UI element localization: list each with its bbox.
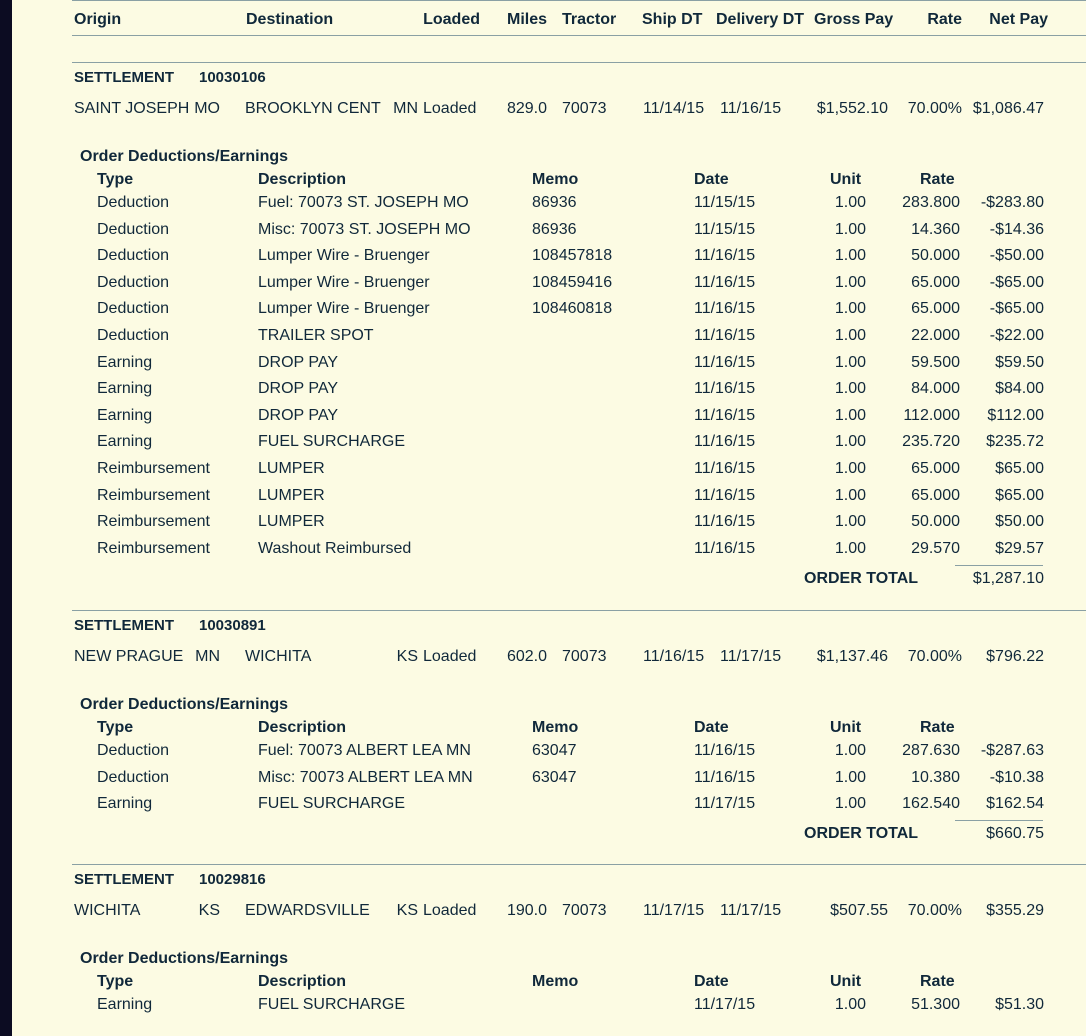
col-rate: Rate xyxy=(927,11,962,28)
item-amount: $162.54 xyxy=(986,795,1044,813)
item-description: FUEL SURCHARGE xyxy=(258,433,405,451)
item-type: Reimbursement xyxy=(97,486,210,504)
item-amount: $59.50 xyxy=(995,353,1044,371)
item-amount: -$283.80 xyxy=(980,194,1044,211)
destination-city: WICHITA xyxy=(245,648,312,665)
item-unit: 1.00 xyxy=(834,247,866,265)
order-total-rule xyxy=(955,820,1043,821)
destination-city: EDWARDSVILLE xyxy=(245,902,370,919)
item-rate: 51.300 xyxy=(911,996,960,1013)
origin-state: MO xyxy=(194,100,220,117)
order-total-value: $660.75 xyxy=(986,825,1044,843)
item-date: 11/16/15 xyxy=(694,327,756,344)
item-type: Deduction xyxy=(97,742,170,759)
item-rate: 84.000 xyxy=(911,380,960,398)
loaded-status: Loaded xyxy=(423,902,477,919)
item-amount: $84.00 xyxy=(995,380,1044,398)
item-rate: 65.000 xyxy=(911,460,960,477)
item-date: 11/16/15 xyxy=(694,406,756,424)
item-unit: 1.00 xyxy=(834,539,866,557)
item-amount: $65.00 xyxy=(995,460,1044,477)
miles-value: 602.0 xyxy=(506,648,547,665)
item-type: Deduction xyxy=(97,194,170,211)
item-memo: 108459416 xyxy=(532,273,613,291)
origin-state: KS xyxy=(198,902,220,919)
item-unit: 1.00 xyxy=(834,433,866,451)
item-unit: 1.00 xyxy=(834,768,866,786)
gross-pay: $1,552.10 xyxy=(816,100,888,117)
item-memo: 108457818 xyxy=(532,247,613,265)
settlement-label: SETTLEMENT xyxy=(74,69,174,86)
item-rate: 22.000 xyxy=(911,327,960,344)
item-rate: 10.380 xyxy=(911,768,960,786)
item-unit: 1.00 xyxy=(834,996,866,1013)
item-description: Lumper Wire - Bruenger xyxy=(258,300,430,318)
item-description: FUEL SURCHARGE xyxy=(258,795,405,813)
item-description: Fuel: 70073 ALBERT LEA MN xyxy=(258,742,471,759)
item-rate: 65.000 xyxy=(911,486,960,504)
item-date: 11/16/15 xyxy=(694,300,756,318)
items-col-type: Type xyxy=(97,171,134,188)
item-type: Deduction xyxy=(97,247,170,265)
items-col-memo: Memo xyxy=(532,719,579,736)
destination-city: BROOKLYN CENT xyxy=(245,100,381,117)
item-amount: $112.00 xyxy=(987,406,1044,424)
items-col-rate: Rate xyxy=(920,973,955,990)
col-net-pay: Net Pay xyxy=(989,11,1048,28)
item-amount: $65.00 xyxy=(995,486,1044,504)
tractor-number: 70073 xyxy=(562,648,607,665)
items-col-unit: Unit xyxy=(830,171,862,188)
item-date: 11/16/15 xyxy=(694,353,756,371)
loaded-status: Loaded xyxy=(423,100,477,117)
pay-rate: 70.00% xyxy=(907,648,962,665)
loaded-status: Loaded xyxy=(423,648,477,665)
item-unit: 1.00 xyxy=(834,380,866,398)
origin-city: WICHITA xyxy=(74,902,141,919)
order-total-rule xyxy=(955,565,1043,566)
item-type: Reimbursement xyxy=(97,539,210,557)
settlement-number: 10030891 xyxy=(199,617,266,634)
item-type: Earning xyxy=(97,795,153,813)
item-amount: $50.00 xyxy=(995,513,1044,531)
delivery-date: 11/17/15 xyxy=(720,902,782,919)
item-description: Misc: 70073 ST. JOSEPH MO xyxy=(258,220,471,238)
header-top-rule xyxy=(72,0,1086,1)
order-total-label: ORDER TOTAL xyxy=(804,825,919,843)
item-amount: -$22.00 xyxy=(989,327,1044,344)
delivery-date: 11/17/15 xyxy=(720,648,782,665)
item-type: Deduction xyxy=(97,327,170,344)
destination-state: KS xyxy=(396,648,418,665)
item-date: 11/16/15 xyxy=(694,433,756,451)
net-pay: $1,086.47 xyxy=(972,100,1044,117)
item-type: Earning xyxy=(97,353,153,371)
item-amount: $235.72 xyxy=(986,433,1044,451)
destination-state: MN xyxy=(393,100,418,117)
gross-pay: $507.55 xyxy=(830,902,888,919)
item-unit: 1.00 xyxy=(834,513,866,531)
order-total-value: $1,287.10 xyxy=(972,569,1044,587)
item-description: Lumper Wire - Bruenger xyxy=(258,273,430,291)
items-col-memo: Memo xyxy=(532,171,579,188)
item-type: Earning xyxy=(97,406,153,424)
items-col-type: Type xyxy=(97,719,134,736)
item-unit: 1.00 xyxy=(834,795,866,813)
item-unit: 1.00 xyxy=(834,300,866,318)
item-amount: -$65.00 xyxy=(989,300,1044,318)
pay-rate: 70.00% xyxy=(907,100,962,117)
item-memo: 63047 xyxy=(532,742,577,759)
item-date: 11/15/15 xyxy=(694,194,756,211)
items-col-rate: Rate xyxy=(920,171,955,188)
items-col-unit: Unit xyxy=(830,973,862,990)
item-type: Deduction xyxy=(97,300,170,318)
item-memo: 108460818 xyxy=(532,300,613,318)
item-unit: 1.00 xyxy=(834,406,866,424)
item-rate: 287.630 xyxy=(902,742,960,759)
gross-pay: $1,137.46 xyxy=(816,648,888,665)
item-description: DROP PAY xyxy=(258,406,339,424)
item-amount: $51.30 xyxy=(995,996,1044,1013)
tractor-number: 70073 xyxy=(562,902,607,919)
col-miles: Miles xyxy=(506,11,547,28)
item-rate: 65.000 xyxy=(911,273,960,291)
item-date: 11/16/15 xyxy=(694,768,756,786)
item-type: Deduction xyxy=(97,220,170,238)
item-rate: 283.800 xyxy=(902,194,960,211)
item-rate: 50.000 xyxy=(911,247,960,265)
item-description: DROP PAY xyxy=(258,353,339,371)
col-ship-dt: Ship DT xyxy=(642,11,703,28)
item-date: 11/16/15 xyxy=(694,380,756,398)
item-unit: 1.00 xyxy=(834,273,866,291)
item-description: Lumper Wire - Bruenger xyxy=(258,247,430,265)
item-amount: -$65.00 xyxy=(989,273,1044,291)
item-memo: 86936 xyxy=(532,220,577,238)
item-unit: 1.00 xyxy=(834,353,866,371)
item-description: LUMPER xyxy=(258,513,325,531)
items-col-unit: Unit xyxy=(830,719,862,736)
settlement-rule xyxy=(72,610,1086,611)
item-type: Earning xyxy=(97,380,153,398)
items-col-date: Date xyxy=(694,719,729,736)
item-unit: 1.00 xyxy=(834,460,866,477)
origin-city: NEW PRAGUE xyxy=(74,648,184,665)
item-description: DROP PAY xyxy=(258,380,339,398)
ship-date: 11/17/15 xyxy=(643,902,705,919)
settlement-number: 10029816 xyxy=(199,871,266,888)
pay-rate: 70.00% xyxy=(907,902,962,919)
item-type: Reimbursement xyxy=(97,460,210,477)
col-gross-pay: Gross Pay xyxy=(814,11,894,28)
item-unit: 1.00 xyxy=(834,327,866,344)
item-rate: 162.540 xyxy=(902,795,960,813)
header-bottom-rule xyxy=(72,35,1086,36)
net-pay: $355.29 xyxy=(986,902,1044,919)
items-col-date: Date xyxy=(694,973,729,990)
miles-value: 190.0 xyxy=(506,902,547,919)
item-date: 11/17/15 xyxy=(694,996,756,1013)
item-unit: 1.00 xyxy=(834,220,866,238)
origin-city: SAINT JOSEPH xyxy=(74,100,190,117)
item-date: 11/15/15 xyxy=(694,220,756,238)
net-pay: $796.22 xyxy=(986,648,1044,665)
item-rate: 112.000 xyxy=(903,406,960,424)
item-date: 11/16/15 xyxy=(694,460,756,477)
items-col-description: Description xyxy=(258,719,347,736)
item-unit: 1.00 xyxy=(834,194,866,211)
settlement-rule xyxy=(72,62,1086,63)
item-rate: 14.360 xyxy=(911,220,960,238)
col-tractor: Tractor xyxy=(562,11,617,28)
item-type: Deduction xyxy=(97,768,170,786)
item-rate: 235.720 xyxy=(902,433,960,451)
item-rate: 59.500 xyxy=(911,353,960,371)
item-date: 11/16/15 xyxy=(694,539,756,557)
settlement-label: SETTLEMENT xyxy=(74,617,174,634)
item-date: 11/16/15 xyxy=(694,513,756,531)
settlement-label: SETTLEMENT xyxy=(74,871,174,888)
items-col-description: Description xyxy=(258,973,347,990)
settlement-report xyxy=(12,0,1086,1036)
settlement-rule xyxy=(72,864,1086,865)
order-deductions-title: Order Deductions/Earnings xyxy=(80,148,289,165)
item-description: Misc: 70073 ALBERT LEA MN xyxy=(258,768,473,786)
col-destination: Destination xyxy=(246,11,334,28)
item-type: Earning xyxy=(97,996,153,1013)
item-rate: 50.000 xyxy=(911,513,960,531)
item-type: Earning xyxy=(97,433,153,451)
col-delivery-dt: Delivery DT xyxy=(716,11,805,28)
item-unit: 1.00 xyxy=(834,742,866,759)
destination-state: KS xyxy=(396,902,418,919)
items-col-type: Type xyxy=(97,973,134,990)
item-amount: -$287.63 xyxy=(980,742,1044,759)
item-type: Reimbursement xyxy=(97,513,210,531)
item-rate: 29.570 xyxy=(911,539,960,557)
item-amount: -$50.00 xyxy=(989,247,1044,265)
items-col-date: Date xyxy=(694,171,729,188)
order-deductions-title: Order Deductions/Earnings xyxy=(80,950,289,967)
col-origin: Origin xyxy=(74,11,122,28)
item-date: 11/17/15 xyxy=(694,795,756,813)
ship-date: 11/16/15 xyxy=(643,648,705,665)
item-memo: 86936 xyxy=(532,194,577,211)
item-amount: $29.57 xyxy=(995,539,1044,557)
item-amount: -$14.36 xyxy=(989,220,1044,238)
item-date: 11/16/15 xyxy=(694,742,756,759)
item-description: FUEL SURCHARGE xyxy=(258,996,405,1013)
item-description: TRAILER SPOT xyxy=(258,327,374,344)
settlement-number: 10030106 xyxy=(199,69,266,86)
item-description: LUMPER xyxy=(258,486,325,504)
item-type: Deduction xyxy=(97,273,170,291)
items-col-memo: Memo xyxy=(532,973,579,990)
item-description: Washout Reimbursed xyxy=(258,539,412,557)
item-description: LUMPER xyxy=(258,460,325,477)
item-amount: -$10.38 xyxy=(989,768,1044,786)
items-col-rate: Rate xyxy=(920,719,955,736)
item-description: Fuel: 70073 ST. JOSEPH MO xyxy=(258,194,469,211)
miles-value: 829.0 xyxy=(506,100,547,117)
tractor-number: 70073 xyxy=(562,100,607,117)
origin-state: MN xyxy=(195,648,220,665)
item-rate: 65.000 xyxy=(911,300,960,318)
ship-date: 11/14/15 xyxy=(643,100,705,117)
item-date: 11/16/15 xyxy=(694,247,756,265)
delivery-date: 11/16/15 xyxy=(720,100,782,117)
order-deductions-title: Order Deductions/Earnings xyxy=(80,696,289,713)
items-col-description: Description xyxy=(258,171,347,188)
item-memo: 63047 xyxy=(532,768,577,786)
item-date: 11/16/15 xyxy=(694,486,756,504)
order-total-label: ORDER TOTAL xyxy=(804,569,919,587)
item-unit: 1.00 xyxy=(834,486,866,504)
item-date: 11/16/15 xyxy=(694,273,756,291)
col-loaded: Loaded xyxy=(423,11,480,28)
